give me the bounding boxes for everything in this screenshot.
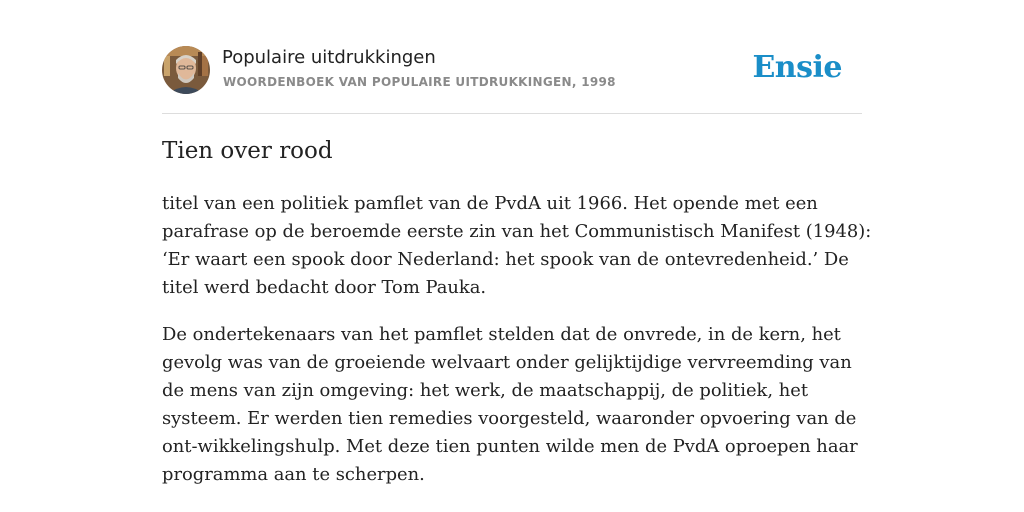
source-header (162, 46, 862, 96)
entry-paragraph: titel van een politiek pamflet van de PvdA uit 1966. Het opende met een parafrase op de beroemde eerste zin van het Communistisch Manifest (1948): ‘Er waart een spook door Nederland: het spook van de ontevredenheid.’ De titel werd bedacht door Tom Pauka. (162, 193, 872, 298)
avatar-portrait-icon (162, 46, 210, 94)
source-name[interactable]: Populaire uitdrukkingen (222, 47, 436, 68)
entry-card (162, 46, 872, 485)
ensie-logo[interactable]: Ensie (752, 50, 842, 85)
header-divider (162, 113, 862, 114)
entry-paragraph: De ondertekenaars van het pamflet stelden dat de onvrede, in de kern, het gevolg was van de groeiende welvaart onder gelijktijdige vervreemding van de mens van zijn omgeving: het werk, de maatschappij, de politiek, het systeem. Er werden tien remedies voorgesteld, waaronder opvoering van de ont-wikkelingshulp. Met deze tien punten wilde men de PvdA oproepen haar programma aan te scherpen. (162, 324, 858, 485)
author-avatar[interactable] (162, 46, 210, 94)
source-subtitle: WOORDENBOEK VAN POPULAIRE UITDRUKKINGEN, 1998 (223, 75, 616, 89)
entry-body (162, 190, 872, 508)
entry-title: Tien over rood (162, 138, 333, 164)
